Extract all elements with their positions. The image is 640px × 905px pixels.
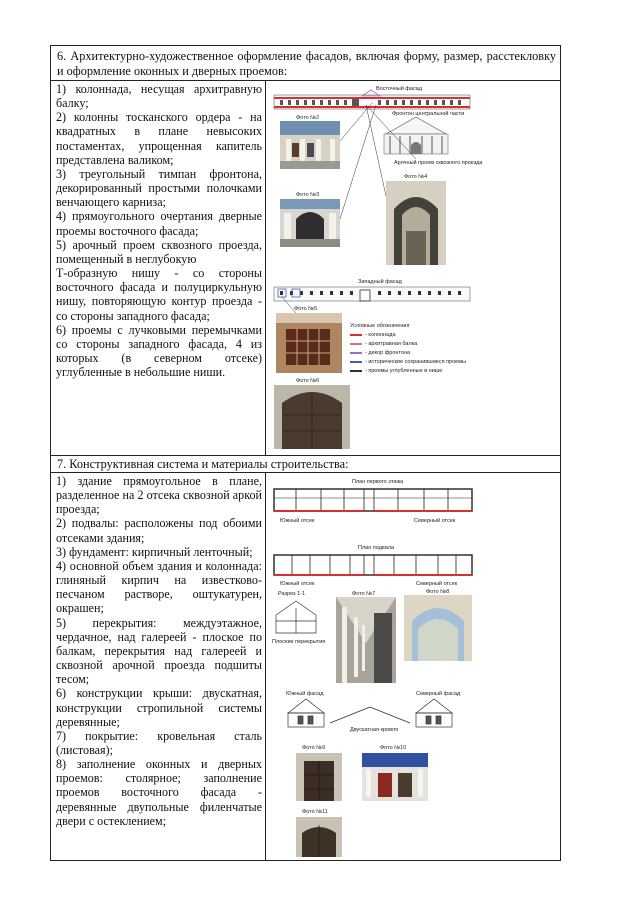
roof-label: Двускатная кровля [350, 727, 399, 733]
west-facade-elevation [274, 287, 470, 301]
legend-swatches [350, 334, 362, 372]
section7-header-row [51, 456, 561, 473]
s6-item-3: 3) треугольный тимпан фронтона, декорированный простыми полочками венчающего карниза; [56, 166, 262, 210]
photo-3 [280, 199, 340, 247]
plan1-south-label: Южный отсек [280, 518, 315, 524]
south-facade-drawing [288, 699, 324, 727]
basement-plan [274, 555, 472, 576]
s7-item-6: 6) конструкции крыши: двускатная, конструкции стропильной системы деревянные; [56, 686, 262, 729]
photo-7 [336, 597, 396, 683]
photo-8-caption: Фото №8 [426, 589, 450, 595]
section7-text [51, 473, 266, 861]
flat-floors-label: Плоские перекрытия [272, 639, 326, 645]
north-facade-drawing [416, 699, 452, 727]
basement-plan-label: План подвала [358, 545, 395, 551]
section6-figure [266, 81, 561, 456]
s6-item-2: 2) колонны тосканского ордера - на квадратных в плане невысоких постаментах, упрощенная капитель представлена валиком; [56, 110, 262, 167]
photo-2-caption: Фото №2 [296, 115, 320, 121]
section-1-1 [276, 601, 316, 633]
pediment-label: Фронтон центральной части [392, 111, 465, 117]
photo-11-caption: Фото №11 [302, 809, 328, 815]
photo-7-caption: Фото №7 [352, 591, 376, 597]
s7-item-3: 3) фундамент: кирпичный ленточный; [56, 544, 253, 559]
central-pediment-drawing [384, 117, 448, 154]
basement-north-label: Северный отсек [416, 581, 458, 587]
legend-item-1: - колоннада [365, 332, 396, 338]
east-facade-label: Восточный фасад [376, 86, 422, 92]
s7-item-4: 4) основной объем здания и колоннада: глиняный кирпич на известково-песчаном растворе, оштукатурен, окрашен; [56, 558, 262, 616]
section6-header-row [51, 46, 561, 81]
west-facade-label: Западный фасад [358, 279, 402, 285]
legend-item-4: - исторические сохранившиеся проемы [365, 359, 466, 365]
section6-header: 6. Архитектурно-художественное оформление фасадов, включая форму, размер, расстекловку и оформление оконных и дверных проемов: [51, 46, 561, 81]
south-facade-label: Южный фасад [286, 691, 324, 697]
section7-body-row [51, 473, 561, 861]
section7-drawing [266, 473, 561, 861]
north-facade-label: Северный фасад [416, 691, 461, 697]
s7-item-5: 5) перекрытия: междуэтажное, чердачное, над галереей - плоское по балкам, перекрытия над галереей и сквозной арочной проезда подшиты тесом; [56, 615, 262, 687]
photo-5 [276, 313, 342, 373]
photo-3-caption: Фото №3 [296, 192, 320, 198]
photo-10 [362, 753, 428, 801]
section6-body-row [51, 81, 561, 456]
first-floor-plan [274, 489, 472, 512]
section7-figure [266, 473, 561, 861]
legend-title: Условные обозначения [350, 323, 410, 329]
section6-drawing [266, 81, 561, 456]
s7-item-8: 8) заполнение оконных и дверных проемов: столярное; заполнение проемов восточного фасада - деревянные двупольные филенчатые двери с остеклением; [56, 757, 262, 828]
s7-item-1: 1) здание прямоугольное в плане, разделенное на 2 отсека сквозной аркой проезда; [56, 474, 262, 517]
photo-10-caption: Фото №10 [380, 745, 407, 751]
s6-item-6: 6) проемы с лучковыми перемычками со стороны западного фасада, 4 из которых (в северном отсеке) углубленные в небольшие ниши. [56, 322, 262, 380]
legend-item-5: - проемы углубленные в нише [365, 368, 443, 374]
photo-11 [296, 817, 342, 857]
plan1-label: План первого этажа [352, 479, 404, 485]
s6-item-1: 1) колоннада, несущая архитравную балку; [56, 82, 262, 111]
legend-item-3: - декор фронтона [365, 350, 411, 356]
characteristics-table [50, 45, 561, 861]
photo-5-caption: Фото №5 [294, 306, 318, 312]
photo-9-caption: Фото №9 [302, 745, 326, 751]
section-label: Разрез 1-1 [278, 591, 306, 597]
s6-item-5: 5) арочный проем сквозного проезда, помещенный в неглубокую [56, 237, 262, 266]
roof-drawing [330, 707, 410, 723]
photo-6-caption: Фото №6 [296, 378, 320, 384]
photo-4 [386, 181, 446, 265]
s6-item-5b: Т-образную нишу - со стороны восточного фасада и полуциркульную нишу, повторяющую контур проезда - со стороны западного фасада; [56, 266, 262, 323]
legend-item-2: - архитравная балка [365, 341, 418, 347]
s7-item-2: 2) подвалы: расположены под обоими отсеками здания; [56, 516, 262, 545]
section7-header: 7. Конструктивная система и материалы строительства: [51, 456, 561, 473]
basement-south-label: Южный отсек [280, 581, 315, 587]
plan1-north-label: Северный отсек [414, 518, 456, 524]
arch-label: Арочный проем сквозного проезда [394, 160, 483, 166]
s7-item-7: 7) покрытие: кровельная сталь (листовая); [56, 728, 262, 757]
section6-text [51, 81, 266, 456]
photo-6 [274, 385, 350, 449]
photo-9 [296, 753, 342, 801]
photo-2 [280, 121, 340, 169]
s6-item-4: 4) прямоугольного очертания дверные проемы восточного фасада; [56, 209, 262, 238]
east-facade-elevation [274, 90, 470, 109]
photo-4-caption: Фото №4 [404, 174, 428, 180]
photo-8 [404, 595, 472, 661]
